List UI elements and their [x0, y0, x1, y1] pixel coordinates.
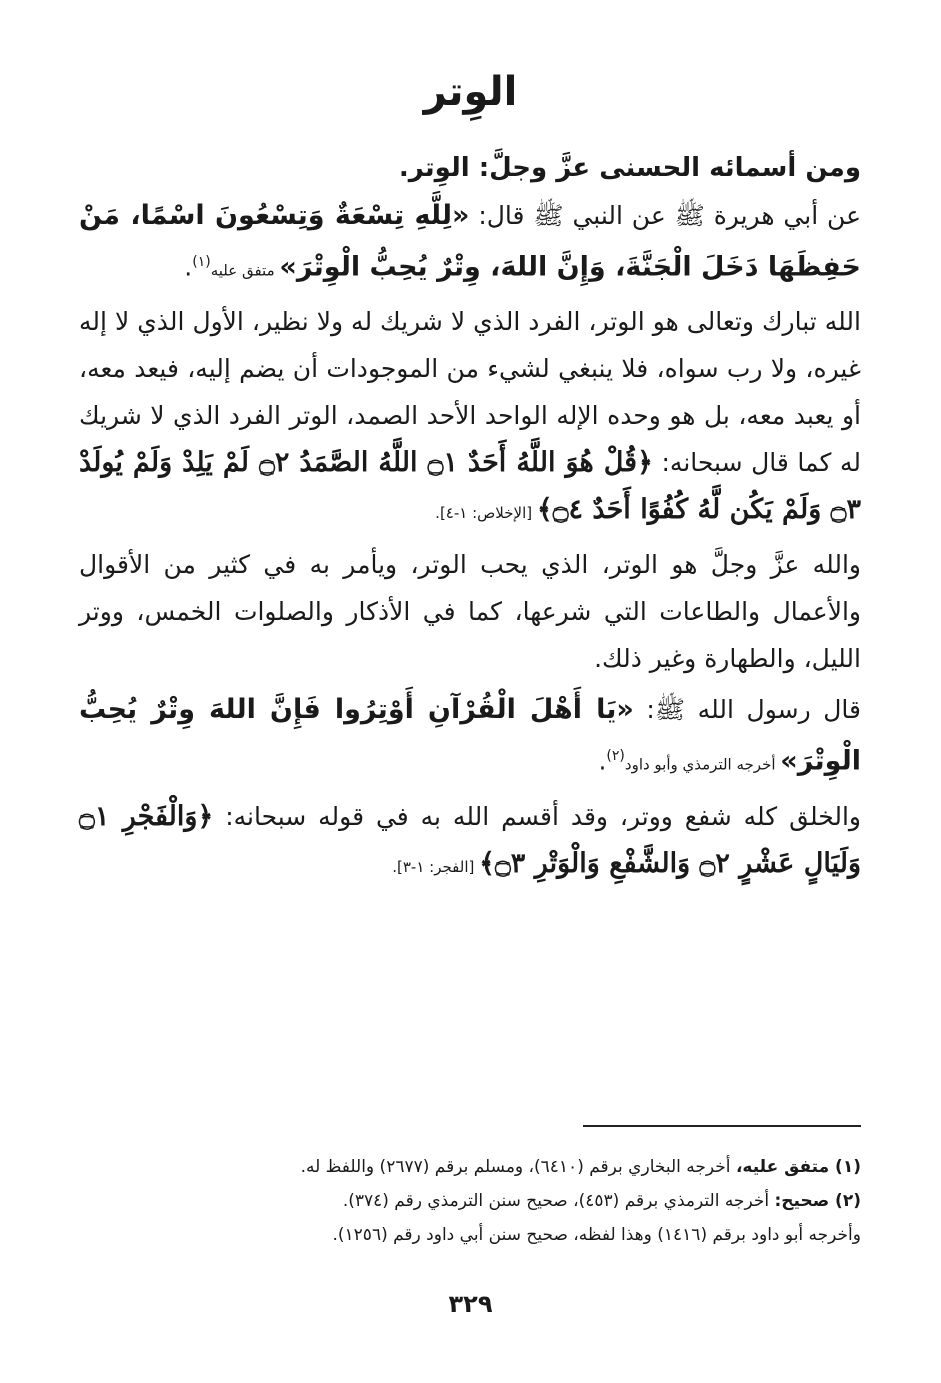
hadith2-intro: قال رسول الله ﷺ: [633, 695, 862, 725]
footnote-divider [583, 1125, 861, 1127]
footnote-item [79, 1184, 861, 1218]
explanation-paragraph [79, 298, 861, 537]
footnote-marker-1: (١) [192, 254, 211, 270]
footnote-text: وأخرجه أبو داود برقم (١٤١٦) وهذا لفظه، صحيح سنن أبي داود رقم (١٢٥٦). [332, 1225, 861, 1245]
footnote-lead: (٢) صحيح: [774, 1191, 861, 1211]
explanation-text: الله تبارك وتعالى هو الوتر، الفرد الذي لا شريك له ولا نظير، الأول الذي لا إله غيره، ولا رب سواه، فلا ينبغي لشيء من الموجودات أن يضم إليه، فيعد معه، أو يعبد معه، بل هو وحده الإله الواحد الأحد الصمد، الوتر الفرد الذي لا شريك له كما قال سبحانه: [79, 307, 861, 478]
quran-verse-fajr: ﴿وَالْفَجْرِ ۝١ وَلَيَالٍ عَشْرٍ ۝٢ وَالشَّفْعِ وَالْوَتْرِ ۝٣﴾ [79, 800, 861, 879]
footnote-lead: (١) متفق عليه، [735, 1157, 861, 1177]
hadith-text: «لِلَّهِ تِسْعَةٌ وَتِسْعُونَ اسْمًا، مَنْ حَفِظَهَا دَخَلَ الْجَنَّةَ، وَإِنَّ اللهَ، وِتْرٌ يُحِبُّ الْوِتْرَ» [79, 200, 861, 283]
page-number: ٣٢٩ [448, 1290, 493, 1318]
page-title: الوِتر [423, 69, 518, 115]
footnote-text: أخرجه الترمذي برقم (٤٥٣)، صحيح سنن الترمذي رقم (٣٧٤). [342, 1191, 775, 1211]
footnote-text: أخرجه البخاري برقم (٦٤١٠)، ومسلم برقم (٢٦٧٧) واللفظ له. [300, 1157, 736, 1177]
footnotes [79, 1150, 861, 1252]
hadith-reference: متفق عليه [210, 261, 280, 280]
hadith-intro: عن أبي هريرة ﷺ عن النبي ﷺ قال: [469, 201, 861, 230]
footnote-item [79, 1218, 861, 1252]
hadith2-paragraph: قال رسول الله ﷺ: «يَا أَهْلَ الْقُرْآنِ أَوْتِرُوا فَإِنَّ اللهَ وِتْرٌ يُحِبُّ الْوِتْرَ» أخرجه الترمذي وأبو داود$^{(٢)}$. [79, 694, 862, 777]
footnote-marker-2: (٢) [606, 748, 625, 765]
main-text [79, 145, 861, 895]
hadith2-text: «يَا أَهْلَ الْقُرْآنِ أَوْتِرُوا فَإِنَّ اللهَ وِتْرٌ يُحِبُّ الْوِتْرَ» [79, 694, 861, 777]
quran-reference-fajr: [الفجر: ١-٣]. [392, 857, 480, 876]
footnote-item [79, 1150, 861, 1184]
hadith2-reference: أخرجه الترمذي وأبو داود [624, 755, 781, 774]
witr-paragraph: والله عزَّ وجلَّ هو الوتر، الذي يحب الوتر، ويأمر به في كثير من الأقوال والأعمال والطاعات التي شرعها، كما في الأذكار والصلوات الخمس، ووتر الليل، والطهارة وغير ذلك. [79, 550, 861, 674]
quran-reference-ikhlas: [الإخلاص: ١-٤]. [435, 504, 537, 523]
quran-verse-ikhlas: ﴿قُلْ هُوَ اللَّهُ أَحَدٌ ۝١ اللَّهُ الصَّمَدُ ۝٢ لَمْ يَلِدْ وَلَمْ يُولَدْ ۝٣ وَلَمْ يَكُن لَّهُ كُفُوًا أَحَدٌ ۝٤﴾ [79, 447, 861, 526]
hadith-paragraph: عن أبي هريرة ﷺ عن النبي ﷺ قال: «لِلَّهِ تِسْعَةٌ وَتِسْعُونَ اسْمًا، مَنْ حَفِظَهَا دَخَلَ الْجَنَّةَ، وَإِنَّ اللهَ، وِتْرٌ يُحِبُّ الْوِتْرَ» متفق عليه$^{(١)}$. [79, 200, 861, 283]
creation-paragraph [79, 793, 861, 891]
creation-text: والخلق كله شفع ووتر، وقد أقسم الله به في قوله سبحانه: [213, 801, 861, 831]
section-heading: ومن أسمائه الحسنى عزَّ وجلَّ: الوِتر. [398, 153, 861, 183]
